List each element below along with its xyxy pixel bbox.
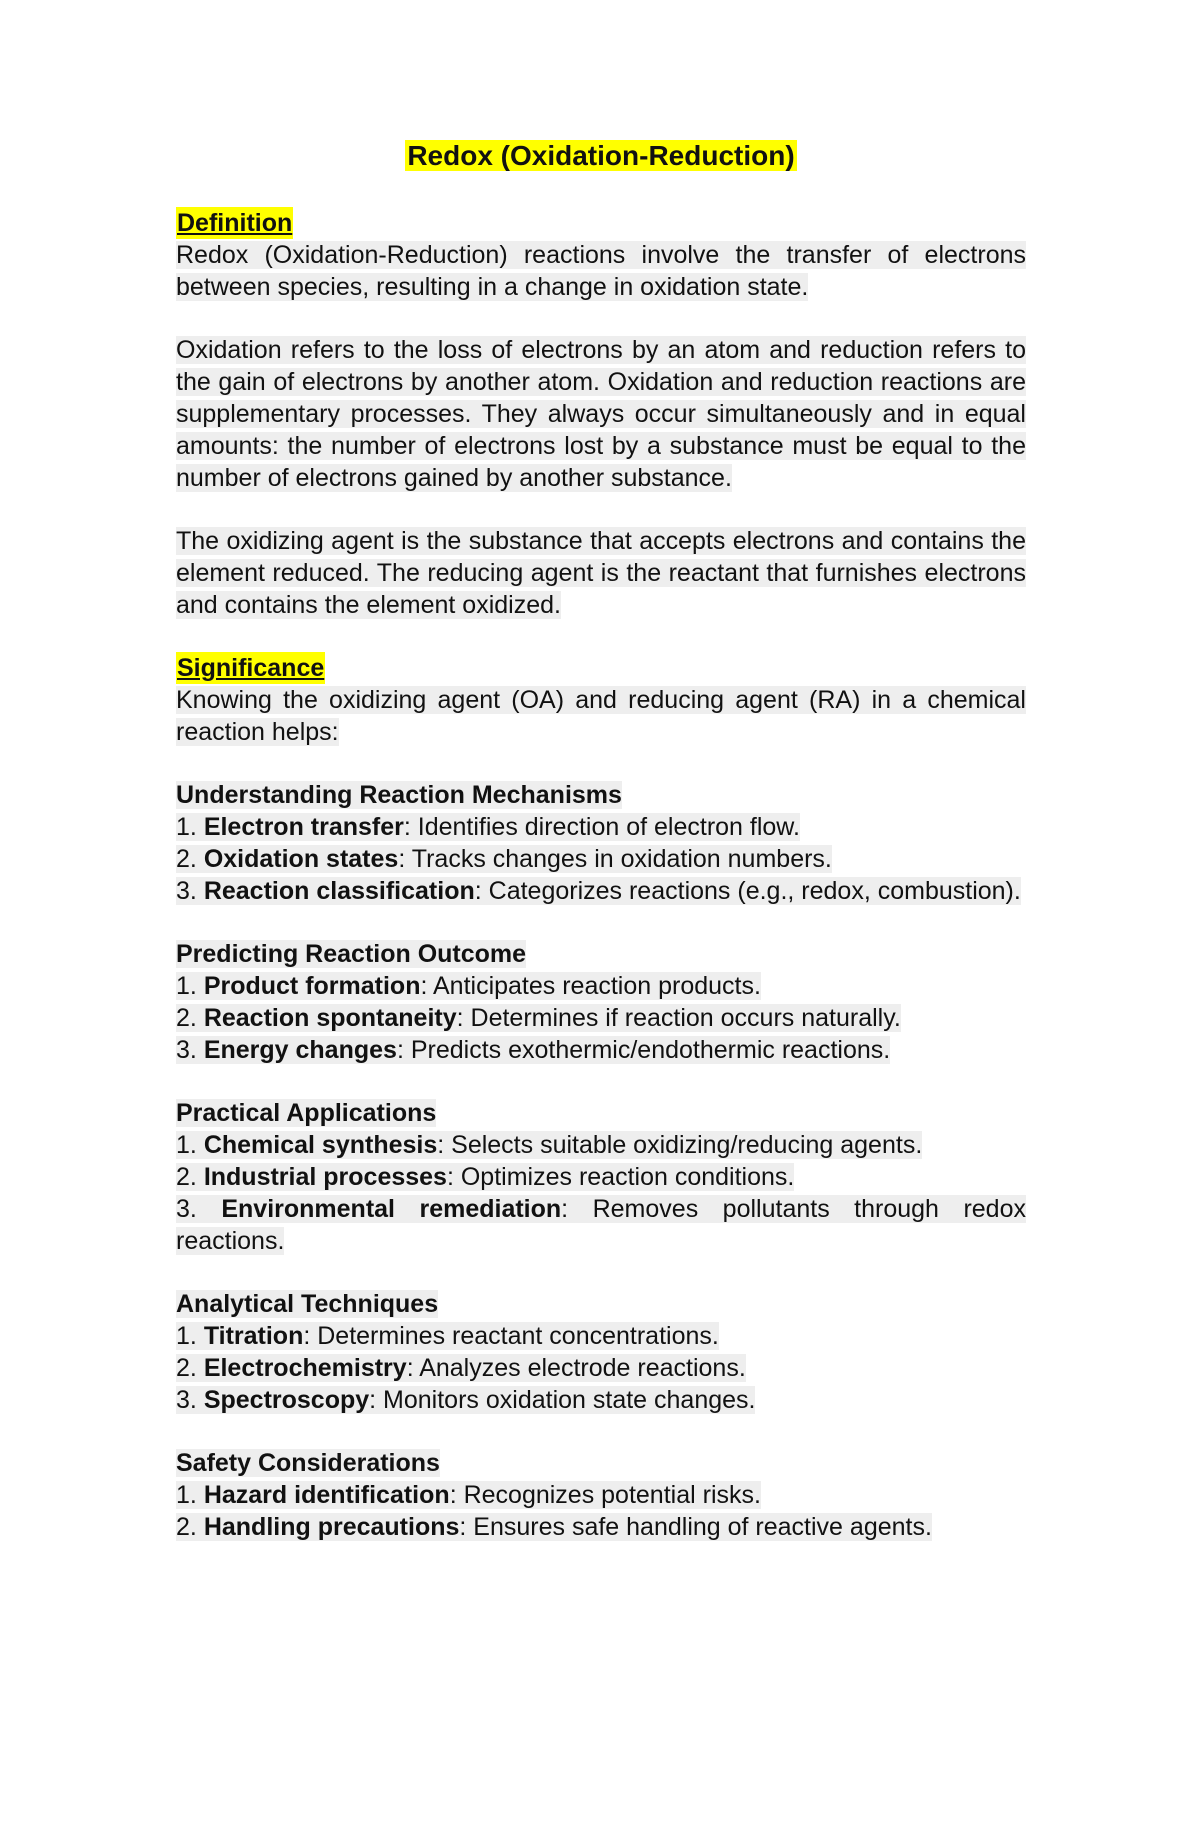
- definition-paragraph-2-text: Oxidation refers to the loss of electrons by an atom and reduction refers to the gain of electrons by another atom. Oxidation and reduction reactions are supplementary processes. They always occur simultaneously and in equal amounts: the number of electrons lost by a substance must be equal to the number of electrons gained by another substance.: [176, 336, 1026, 492]
- item-description: : Removes pollutants through redox reactions.: [176, 1195, 1026, 1255]
- list-item: [176, 875, 1026, 907]
- list-item: [176, 1352, 1026, 1384]
- list-item: [176, 970, 1026, 1002]
- item-description: : Identifies direction of electron flow.: [403, 813, 800, 841]
- item-term: Industrial processes: [203, 1163, 447, 1191]
- item-number: 2.: [176, 1163, 197, 1191]
- group-heading-text: Practical Applications: [176, 1099, 437, 1127]
- significance-heading: Significance: [177, 654, 325, 682]
- item-term: Handling precautions: [203, 1513, 460, 1541]
- list-item: [176, 1511, 1026, 1543]
- list-item: [176, 811, 1026, 843]
- group-safety-considerations: [176, 1447, 1026, 1543]
- item-number: 2.: [176, 1354, 197, 1382]
- title-container: [176, 140, 1026, 173]
- item-number: 2.: [176, 845, 197, 873]
- group-list: [176, 1320, 1026, 1416]
- item-description: : Optimizes reaction conditions.: [446, 1163, 795, 1191]
- item-number: 1.: [176, 972, 197, 1000]
- group-heading-text: Safety Considerations: [176, 1449, 440, 1477]
- list-item: [176, 1002, 1026, 1034]
- list-item: [176, 1034, 1026, 1066]
- item-description: : Anticipates reaction products.: [420, 972, 761, 1000]
- definition-paragraph-2: [176, 334, 1026, 494]
- item-number: 3.: [176, 1386, 197, 1414]
- item-term: Product formation: [203, 972, 421, 1000]
- item-description: : Ensures safe handling of reactive agents.: [459, 1513, 932, 1541]
- list-item: [176, 1161, 1026, 1193]
- list-item: [176, 1384, 1026, 1416]
- group-heading: [176, 1447, 1026, 1479]
- definition-heading: Definition: [177, 209, 293, 237]
- group-list: [176, 1479, 1026, 1543]
- item-number: 1.: [176, 1481, 197, 1509]
- item-term: Reaction spontaneity: [203, 1004, 457, 1032]
- group-list: [176, 811, 1026, 907]
- group-heading-text: Predicting Reaction Outcome: [176, 940, 527, 968]
- list-item: [176, 1479, 1026, 1511]
- document-content: [176, 140, 1026, 1574]
- item-number: 1.: [176, 813, 197, 841]
- item-description: : Tracks changes in oxidation numbers.: [398, 845, 832, 873]
- group-heading: [176, 779, 1026, 811]
- item-number: 3.: [176, 1036, 197, 1064]
- item-number: 1.: [176, 1322, 197, 1350]
- group-list: [176, 1129, 1026, 1257]
- significance-intro: [176, 684, 1026, 748]
- item-term: Electrochemistry: [203, 1354, 407, 1382]
- item-number: 3.: [176, 1195, 197, 1223]
- list-item: [176, 1129, 1026, 1161]
- group-practical-applications: [176, 1097, 1026, 1257]
- item-description: : Categorizes reactions (e.g., redox, combustion).: [474, 877, 1021, 905]
- group-analytical-techniques: [176, 1288, 1026, 1416]
- definition-paragraph-3-text: The oxidizing agent is the substance that accepts electrons and contains the element reduced. The reducing agent is the reactant that furnishes electrons and contains the element oxidized.: [176, 527, 1026, 619]
- significance-section: [176, 652, 1026, 1543]
- item-number: 2.: [176, 1513, 197, 1541]
- item-number: 2.: [176, 1004, 197, 1032]
- list-item: [176, 843, 1026, 875]
- group-list: [176, 970, 1026, 1066]
- item-description: : Recognizes potential risks.: [449, 1481, 761, 1509]
- item-description: : Selects suitable oxidizing/reducing agents.: [437, 1131, 923, 1159]
- list-item: [176, 1320, 1026, 1352]
- item-term: Hazard identification: [203, 1481, 450, 1509]
- group-heading-text: Analytical Techniques: [176, 1290, 439, 1318]
- item-description: : Analyzes electrode reactions.: [406, 1354, 746, 1382]
- group-heading: [176, 1288, 1026, 1320]
- item-description: : Monitors oxidation state changes.: [369, 1386, 756, 1414]
- item-term: Energy changes: [203, 1036, 397, 1064]
- definition-paragraph-3: [176, 525, 1026, 621]
- definition-section: [176, 207, 1026, 621]
- page-title: Redox (Oxidation-Reduction): [407, 140, 795, 171]
- group-heading: [176, 1097, 1026, 1129]
- item-number: 3.: [176, 877, 197, 905]
- item-description: : Predicts exothermic/endothermic reactions.: [396, 1036, 891, 1064]
- item-term: Titration: [203, 1322, 304, 1350]
- item-description: : Determines reactant concentrations.: [303, 1322, 719, 1350]
- item-number: 1.: [176, 1131, 197, 1159]
- item-term: Reaction classification: [203, 877, 475, 905]
- item-description: : Determines if reaction occurs naturally.: [456, 1004, 901, 1032]
- item-term: Chemical synthesis: [203, 1131, 438, 1159]
- item-term: Oxidation states: [203, 845, 399, 873]
- definition-paragraph-1: [176, 239, 1026, 303]
- list-item: [176, 1193, 1026, 1257]
- group-reaction-mechanisms: [176, 779, 1026, 907]
- item-term: Environmental remediation: [221, 1195, 562, 1223]
- significance-intro-text: Knowing the oxidizing agent (OA) and reducing agent (RA) in a chemical reaction helps:: [176, 686, 1026, 746]
- item-term: Electron transfer: [203, 813, 404, 841]
- group-heading-text: Understanding Reaction Mechanisms: [176, 781, 622, 809]
- group-predicting-outcome: [176, 938, 1026, 1066]
- group-heading: [176, 938, 1026, 970]
- definition-paragraph-1-text: Redox (Oxidation-Reduction) reactions involve the transfer of electrons between species, resulting in a change in oxidation state.: [176, 241, 1026, 301]
- item-term: Spectroscopy: [203, 1386, 370, 1414]
